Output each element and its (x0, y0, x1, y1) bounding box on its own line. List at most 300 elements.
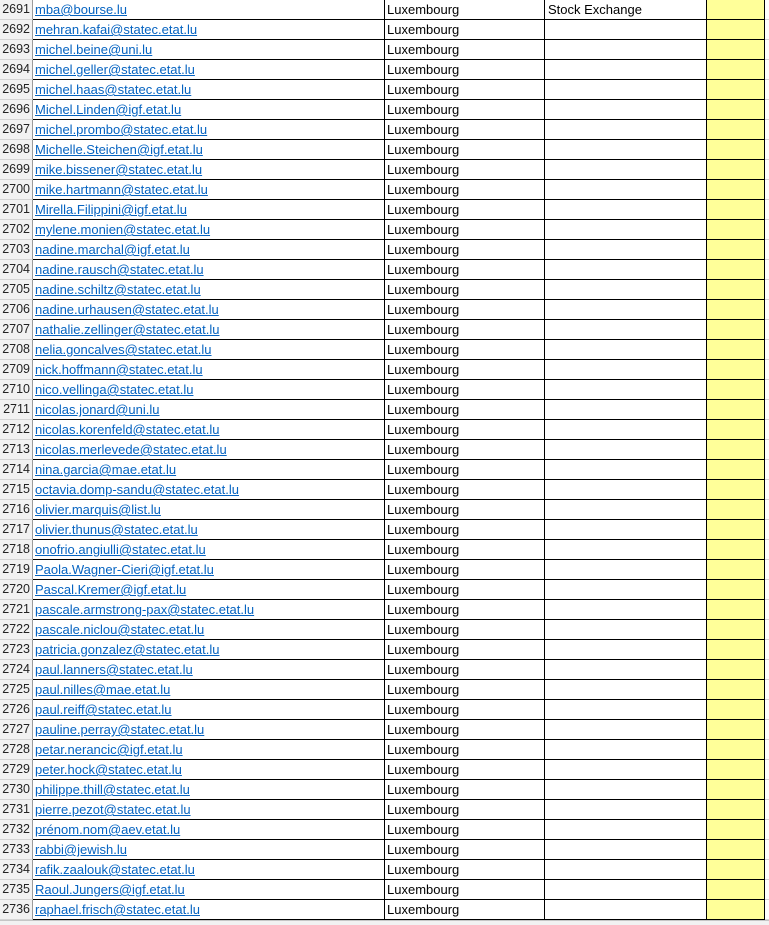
email-link[interactable]: nathalie.zellinger@statec.etat.lu (35, 322, 220, 337)
organization-cell[interactable]: Stock Exchange (545, 0, 707, 20)
email-cell[interactable] (33, 220, 385, 240)
highlighted-cell[interactable] (707, 680, 765, 700)
empty-cell[interactable] (765, 100, 769, 120)
organization-cell[interactable] (545, 260, 707, 280)
empty-cell[interactable] (765, 740, 769, 760)
email-link[interactable]: nick.hoffmann@statec.etat.lu (35, 362, 203, 377)
highlighted-cell[interactable] (707, 280, 765, 300)
country-cell[interactable]: Luxembourg (385, 740, 545, 760)
country-cell[interactable]: Luxembourg (385, 240, 545, 260)
email-cell[interactable] (33, 860, 385, 880)
row-number-header[interactable]: 2727 (0, 720, 33, 740)
email-cell[interactable] (33, 200, 385, 220)
email-link[interactable]: olivier.marquis@list.lu (35, 502, 161, 517)
organization-cell[interactable] (545, 280, 707, 300)
row-number-header[interactable]: 2723 (0, 640, 33, 660)
organization-cell[interactable] (545, 720, 707, 740)
country-cell[interactable]: Luxembourg (385, 140, 545, 160)
row-number-header[interactable]: 2726 (0, 700, 33, 720)
email-link[interactable]: octavia.domp-sandu@statec.etat.lu (35, 482, 239, 497)
row-number-header[interactable]: 2732 (0, 820, 33, 840)
highlighted-cell[interactable] (707, 500, 765, 520)
highlighted-cell[interactable] (707, 140, 765, 160)
row-number-header[interactable]: 2729 (0, 760, 33, 780)
organization-cell[interactable] (545, 880, 707, 900)
email-link[interactable]: mylene.monien@statec.etat.lu (35, 222, 211, 237)
organization-cell[interactable] (545, 560, 707, 580)
row-number-header[interactable]: 2733 (0, 840, 33, 860)
email-cell[interactable] (33, 840, 385, 860)
country-cell[interactable]: Luxembourg (385, 220, 545, 240)
country-cell[interactable]: Luxembourg (385, 860, 545, 880)
empty-cell[interactable] (765, 20, 769, 40)
email-link[interactable]: Pascal.Kremer@igf.etat.lu (35, 582, 187, 597)
country-cell[interactable]: Luxembourg (385, 640, 545, 660)
email-cell[interactable] (33, 600, 385, 620)
empty-cell[interactable] (765, 520, 769, 540)
email-cell[interactable] (33, 720, 385, 740)
empty-cell[interactable] (765, 720, 769, 740)
highlighted-cell[interactable] (707, 20, 765, 40)
email-link[interactable]: peter.hock@statec.etat.lu (35, 762, 182, 777)
highlighted-cell[interactable] (707, 120, 765, 140)
email-link[interactable]: paul.reiff@statec.etat.lu (35, 702, 172, 717)
email-cell[interactable] (33, 620, 385, 640)
email-cell[interactable] (33, 180, 385, 200)
row-number-header[interactable]: 2701 (0, 200, 33, 220)
country-cell[interactable]: Luxembourg (385, 400, 545, 420)
highlighted-cell[interactable] (707, 340, 765, 360)
empty-cell[interactable] (765, 220, 769, 240)
organization-cell[interactable] (545, 60, 707, 80)
row-number-header[interactable]: 2691 (0, 0, 33, 20)
highlighted-cell[interactable] (707, 400, 765, 420)
email-cell[interactable] (33, 280, 385, 300)
empty-cell[interactable] (765, 120, 769, 140)
organization-cell[interactable] (545, 580, 707, 600)
email-link[interactable]: michel.prombo@statec.etat.lu (35, 122, 208, 137)
highlighted-cell[interactable] (707, 200, 765, 220)
organization-cell[interactable] (545, 400, 707, 420)
country-cell[interactable]: Luxembourg (385, 700, 545, 720)
country-cell[interactable]: Luxembourg (385, 540, 545, 560)
highlighted-cell[interactable] (707, 800, 765, 820)
empty-cell[interactable] (765, 40, 769, 60)
email-cell[interactable] (33, 660, 385, 680)
highlighted-cell[interactable] (707, 60, 765, 80)
email-link[interactable]: Michel.Linden@igf.etat.lu (35, 102, 182, 117)
organization-cell[interactable] (545, 40, 707, 60)
email-link[interactable]: raphael.frisch@statec.etat.lu (35, 902, 200, 917)
empty-cell[interactable] (765, 700, 769, 720)
empty-cell[interactable] (765, 900, 769, 920)
country-cell[interactable]: Luxembourg (385, 60, 545, 80)
country-cell[interactable]: Luxembourg (385, 800, 545, 820)
row-number-header[interactable]: 2731 (0, 800, 33, 820)
organization-cell[interactable] (545, 640, 707, 660)
country-cell[interactable]: Luxembourg (385, 100, 545, 120)
row-number-header[interactable]: 2704 (0, 260, 33, 280)
empty-cell[interactable] (765, 60, 769, 80)
highlighted-cell[interactable] (707, 100, 765, 120)
email-link[interactable]: Raoul.Jungers@igf.etat.lu (35, 882, 185, 897)
empty-cell[interactable] (765, 760, 769, 780)
empty-cell[interactable] (765, 600, 769, 620)
email-cell[interactable] (33, 260, 385, 280)
country-cell[interactable]: Luxembourg (385, 40, 545, 60)
email-cell[interactable] (33, 120, 385, 140)
country-cell[interactable]: Luxembourg (385, 80, 545, 100)
empty-cell[interactable] (765, 540, 769, 560)
email-cell[interactable] (33, 880, 385, 900)
country-cell[interactable]: Luxembourg (385, 180, 545, 200)
empty-cell[interactable] (765, 480, 769, 500)
email-link[interactable]: nicolas.jonard@uni.lu (35, 402, 160, 417)
organization-cell[interactable] (545, 540, 707, 560)
organization-cell[interactable] (545, 20, 707, 40)
row-number-header[interactable]: 2724 (0, 660, 33, 680)
email-cell[interactable] (33, 700, 385, 720)
organization-cell[interactable] (545, 460, 707, 480)
empty-cell[interactable] (765, 140, 769, 160)
country-cell[interactable]: Luxembourg (385, 300, 545, 320)
highlighted-cell[interactable] (707, 720, 765, 740)
row-number-header[interactable]: 2711 (0, 400, 33, 420)
country-cell[interactable]: Luxembourg (385, 900, 545, 920)
row-number-header[interactable]: 2709 (0, 360, 33, 380)
email-cell[interactable] (33, 680, 385, 700)
row-number-header[interactable]: 2705 (0, 280, 33, 300)
row-number-header[interactable]: 2699 (0, 160, 33, 180)
empty-cell[interactable] (765, 640, 769, 660)
empty-cell[interactable] (765, 340, 769, 360)
empty-cell[interactable] (765, 840, 769, 860)
email-link[interactable]: nelia.goncalves@statec.etat.lu (35, 342, 212, 357)
highlighted-cell[interactable] (707, 260, 765, 280)
country-cell[interactable]: Luxembourg (385, 820, 545, 840)
empty-cell[interactable] (765, 880, 769, 900)
row-number-header[interactable]: 2722 (0, 620, 33, 640)
row-number-header[interactable]: 2700 (0, 180, 33, 200)
empty-cell[interactable] (765, 360, 769, 380)
row-number-header[interactable]: 2706 (0, 300, 33, 320)
organization-cell[interactable] (545, 520, 707, 540)
row-number-header[interactable]: 2702 (0, 220, 33, 240)
row-number-header[interactable]: 2692 (0, 20, 33, 40)
row-number-header[interactable]: 2730 (0, 780, 33, 800)
email-link[interactable]: patricia.gonzalez@statec.etat.lu (35, 642, 220, 657)
empty-cell[interactable] (765, 320, 769, 340)
highlighted-cell[interactable] (707, 820, 765, 840)
email-cell[interactable] (33, 340, 385, 360)
country-cell[interactable]: Luxembourg (385, 760, 545, 780)
country-cell[interactable]: Luxembourg (385, 440, 545, 460)
email-cell[interactable] (33, 60, 385, 80)
email-link[interactable]: pascale.armstrong-pax@statec.etat.lu (35, 602, 255, 617)
email-cell[interactable] (33, 520, 385, 540)
empty-cell[interactable] (765, 780, 769, 800)
empty-cell[interactable] (765, 680, 769, 700)
row-number-header[interactable]: 2708 (0, 340, 33, 360)
email-link[interactable]: nadine.marchal@igf.etat.lu (35, 242, 190, 257)
row-number-header[interactable]: 2716 (0, 500, 33, 520)
email-link[interactable]: nicolas.korenfeld@statec.etat.lu (35, 422, 220, 437)
email-link[interactable]: philippe.thill@statec.etat.lu (35, 782, 190, 797)
country-cell[interactable]: Luxembourg (385, 460, 545, 480)
empty-cell[interactable] (765, 400, 769, 420)
row-number-header[interactable]: 2713 (0, 440, 33, 460)
email-link[interactable]: paul.nilles@mae.etat.lu (35, 682, 171, 697)
organization-cell[interactable] (545, 480, 707, 500)
highlighted-cell[interactable] (707, 160, 765, 180)
email-link[interactable]: nina.garcia@mae.etat.lu (35, 462, 177, 477)
row-number-header[interactable]: 2719 (0, 560, 33, 580)
country-cell[interactable]: Luxembourg (385, 120, 545, 140)
organization-cell[interactable] (545, 860, 707, 880)
email-cell[interactable] (33, 160, 385, 180)
email-link[interactable]: pauline.perray@statec.etat.lu (35, 722, 205, 737)
organization-cell[interactable] (545, 500, 707, 520)
empty-cell[interactable] (765, 420, 769, 440)
organization-cell[interactable] (545, 420, 707, 440)
row-number-header[interactable]: 2710 (0, 380, 33, 400)
country-cell[interactable]: Luxembourg (385, 840, 545, 860)
email-cell[interactable] (33, 360, 385, 380)
email-link[interactable]: Mirella.Filippini@igf.etat.lu (35, 202, 187, 217)
highlighted-cell[interactable] (707, 180, 765, 200)
row-number-header[interactable]: 2734 (0, 860, 33, 880)
email-cell[interactable] (33, 640, 385, 660)
organization-cell[interactable] (545, 100, 707, 120)
email-link[interactable]: nicolas.merlevede@statec.etat.lu (35, 442, 227, 457)
email-link[interactable]: pierre.pezot@statec.etat.lu (35, 802, 191, 817)
email-cell[interactable] (33, 20, 385, 40)
email-cell[interactable] (33, 100, 385, 120)
country-cell[interactable]: Luxembourg (385, 720, 545, 740)
email-cell[interactable] (33, 380, 385, 400)
email-cell[interactable] (33, 820, 385, 840)
empty-cell[interactable] (765, 80, 769, 100)
empty-cell[interactable] (765, 500, 769, 520)
country-cell[interactable]: Luxembourg (385, 320, 545, 340)
empty-cell[interactable] (765, 180, 769, 200)
row-number-header[interactable]: 2715 (0, 480, 33, 500)
organization-cell[interactable] (545, 120, 707, 140)
highlighted-cell[interactable] (707, 840, 765, 860)
highlighted-cell[interactable] (707, 760, 765, 780)
email-link[interactable]: nadine.rausch@statec.etat.lu (35, 262, 204, 277)
email-link[interactable]: mehran.kafai@statec.etat.lu (35, 22, 198, 37)
highlighted-cell[interactable] (707, 480, 765, 500)
highlighted-cell[interactable] (707, 560, 765, 580)
row-number-header[interactable]: 2712 (0, 420, 33, 440)
email-link[interactable]: mike.bissener@statec.etat.lu (35, 162, 203, 177)
email-cell[interactable] (33, 560, 385, 580)
organization-cell[interactable] (545, 140, 707, 160)
organization-cell[interactable] (545, 180, 707, 200)
organization-cell[interactable] (545, 600, 707, 620)
email-cell[interactable] (33, 140, 385, 160)
organization-cell[interactable] (545, 340, 707, 360)
highlighted-cell[interactable] (707, 520, 765, 540)
empty-cell[interactable] (765, 460, 769, 480)
country-cell[interactable]: Luxembourg (385, 660, 545, 680)
email-cell[interactable] (33, 740, 385, 760)
organization-cell[interactable] (545, 220, 707, 240)
email-link[interactable]: petar.nerancic@igf.etat.lu (35, 742, 183, 757)
highlighted-cell[interactable] (707, 620, 765, 640)
highlighted-cell[interactable] (707, 700, 765, 720)
row-number-header[interactable]: 2694 (0, 60, 33, 80)
country-cell[interactable]: Luxembourg (385, 420, 545, 440)
empty-cell[interactable] (765, 300, 769, 320)
organization-cell[interactable] (545, 900, 707, 920)
country-cell[interactable]: Luxembourg (385, 780, 545, 800)
empty-cell[interactable] (765, 160, 769, 180)
highlighted-cell[interactable] (707, 640, 765, 660)
highlighted-cell[interactable] (707, 440, 765, 460)
highlighted-cell[interactable] (707, 80, 765, 100)
email-cell[interactable] (33, 500, 385, 520)
highlighted-cell[interactable] (707, 860, 765, 880)
country-cell[interactable]: Luxembourg (385, 500, 545, 520)
email-link[interactable]: paul.lanners@statec.etat.lu (35, 662, 193, 677)
organization-cell[interactable] (545, 760, 707, 780)
highlighted-cell[interactable] (707, 740, 765, 760)
country-cell[interactable]: Luxembourg (385, 20, 545, 40)
highlighted-cell[interactable] (707, 0, 765, 20)
email-cell[interactable] (33, 800, 385, 820)
organization-cell[interactable] (545, 620, 707, 640)
highlighted-cell[interactable] (707, 660, 765, 680)
email-link[interactable]: mike.hartmann@statec.etat.lu (35, 182, 208, 197)
email-link[interactable]: mba@bourse.lu (35, 2, 127, 17)
email-cell[interactable] (33, 480, 385, 500)
highlighted-cell[interactable] (707, 600, 765, 620)
empty-cell[interactable] (765, 280, 769, 300)
country-cell[interactable]: Luxembourg (385, 360, 545, 380)
email-link[interactable]: michel.haas@statec.etat.lu (35, 82, 192, 97)
email-cell[interactable] (33, 460, 385, 480)
email-cell[interactable] (33, 0, 385, 20)
email-link[interactable]: michel.geller@statec.etat.lu (35, 62, 195, 77)
email-link[interactable]: nico.vellinga@statec.etat.lu (35, 382, 194, 397)
country-cell[interactable]: Luxembourg (385, 620, 545, 640)
email-link[interactable]: pascale.niclou@statec.etat.lu (35, 622, 205, 637)
email-link[interactable]: olivier.thunus@statec.etat.lu (35, 522, 198, 537)
country-cell[interactable]: Luxembourg (385, 600, 545, 620)
highlighted-cell[interactable] (707, 880, 765, 900)
email-cell[interactable] (33, 80, 385, 100)
row-number-header[interactable]: 2721 (0, 600, 33, 620)
email-link[interactable]: prénom.nom@aev.etat.lu (35, 822, 181, 837)
country-cell[interactable]: Luxembourg (385, 260, 545, 280)
row-number-header[interactable]: 2696 (0, 100, 33, 120)
country-cell[interactable]: Luxembourg (385, 200, 545, 220)
row-number-header[interactable]: 2693 (0, 40, 33, 60)
organization-cell[interactable] (545, 700, 707, 720)
row-number-header[interactable]: 2720 (0, 580, 33, 600)
row-number-header[interactable]: 2718 (0, 540, 33, 560)
email-link[interactable]: nadine.urhausen@statec.etat.lu (35, 302, 219, 317)
email-cell[interactable] (33, 760, 385, 780)
highlighted-cell[interactable] (707, 580, 765, 600)
empty-cell[interactable] (765, 260, 769, 280)
row-number-header[interactable]: 2728 (0, 740, 33, 760)
organization-cell[interactable] (545, 440, 707, 460)
organization-cell[interactable] (545, 660, 707, 680)
country-cell[interactable]: Luxembourg (385, 880, 545, 900)
organization-cell[interactable] (545, 240, 707, 260)
row-number-header[interactable]: 2697 (0, 120, 33, 140)
email-cell[interactable] (33, 320, 385, 340)
email-cell[interactable] (33, 540, 385, 560)
row-number-header[interactable]: 2698 (0, 140, 33, 160)
organization-cell[interactable] (545, 320, 707, 340)
country-cell[interactable]: Luxembourg (385, 680, 545, 700)
highlighted-cell[interactable] (707, 380, 765, 400)
highlighted-cell[interactable] (707, 40, 765, 60)
email-link[interactable]: Michelle.Steichen@igf.etat.lu (35, 142, 203, 157)
row-number-header[interactable]: 2703 (0, 240, 33, 260)
organization-cell[interactable] (545, 380, 707, 400)
organization-cell[interactable] (545, 840, 707, 860)
email-link[interactable]: rafik.zaalouk@statec.etat.lu (35, 862, 195, 877)
empty-cell[interactable] (765, 560, 769, 580)
empty-cell[interactable] (765, 240, 769, 260)
organization-cell[interactable] (545, 740, 707, 760)
highlighted-cell[interactable] (707, 780, 765, 800)
empty-cell[interactable] (765, 440, 769, 460)
empty-cell[interactable] (765, 800, 769, 820)
row-number-header[interactable]: 2695 (0, 80, 33, 100)
highlighted-cell[interactable] (707, 360, 765, 380)
highlighted-cell[interactable] (707, 300, 765, 320)
empty-cell[interactable] (765, 660, 769, 680)
row-number-header[interactable]: 2707 (0, 320, 33, 340)
organization-cell[interactable] (545, 360, 707, 380)
row-number-header[interactable]: 2717 (0, 520, 33, 540)
email-cell[interactable] (33, 900, 385, 920)
email-cell[interactable] (33, 780, 385, 800)
organization-cell[interactable] (545, 780, 707, 800)
country-cell[interactable]: Luxembourg (385, 480, 545, 500)
highlighted-cell[interactable] (707, 900, 765, 920)
email-cell[interactable] (33, 300, 385, 320)
row-number-header[interactable]: 2735 (0, 880, 33, 900)
empty-cell[interactable] (765, 860, 769, 880)
empty-cell[interactable] (765, 380, 769, 400)
email-link[interactable]: rabbi@jewish.lu (35, 842, 127, 857)
country-cell[interactable]: Luxembourg (385, 280, 545, 300)
email-cell[interactable] (33, 440, 385, 460)
highlighted-cell[interactable] (707, 420, 765, 440)
empty-cell[interactable] (765, 580, 769, 600)
highlighted-cell[interactable] (707, 220, 765, 240)
organization-cell[interactable] (545, 820, 707, 840)
empty-cell[interactable] (765, 820, 769, 840)
organization-cell[interactable] (545, 300, 707, 320)
highlighted-cell[interactable] (707, 240, 765, 260)
email-cell[interactable] (33, 580, 385, 600)
organization-cell[interactable] (545, 680, 707, 700)
country-cell[interactable]: Luxembourg (385, 0, 545, 20)
row-number-header[interactable]: 2736 (0, 900, 33, 920)
email-link[interactable]: onofrio.angiulli@statec.etat.lu (35, 542, 206, 557)
country-cell[interactable]: Luxembourg (385, 520, 545, 540)
country-cell[interactable]: Luxembourg (385, 560, 545, 580)
highlighted-cell[interactable] (707, 320, 765, 340)
